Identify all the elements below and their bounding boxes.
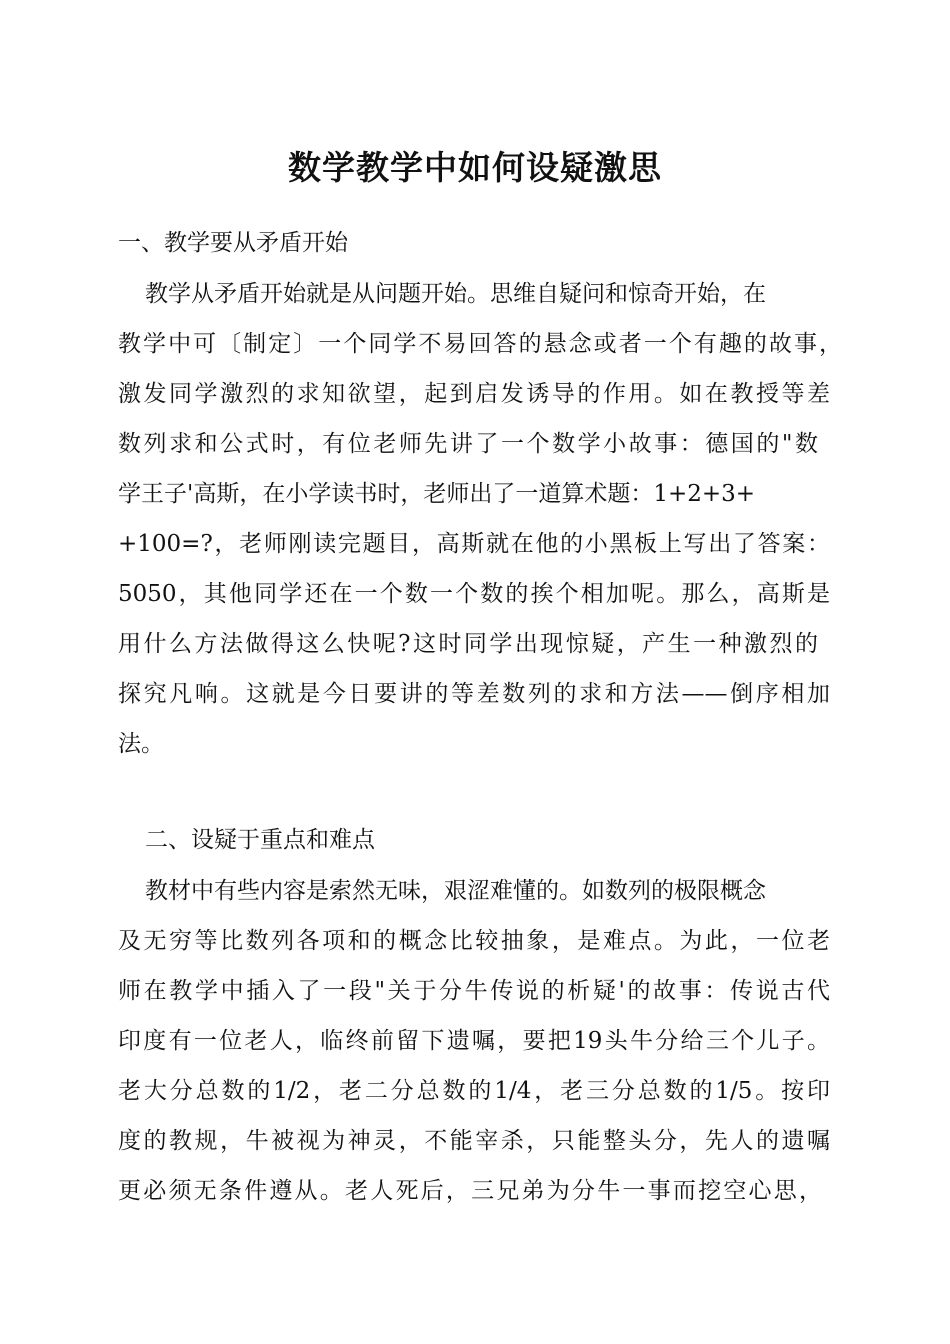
paragraph-line: +100=?，老师刚读完题目，高斯就在他的小黑板上写出了答案：	[118, 531, 830, 557]
paragraph-line: 数列求和公式时，有位老师先讲了一个数学小故事：德国的"数	[118, 431, 818, 457]
paragraph-line: 用什么方法做得这么快呢?这时同学出现惊疑，产生一种激烈的	[118, 631, 818, 657]
paragraph-line: 学王子'高斯，在小学读书时，老师出了一道算术题：1+2+3+	[118, 481, 756, 507]
paragraph-line: 及无穷等比数列各项和的概念比较抽象，是难点。为此，一位老	[118, 928, 830, 954]
paragraph-line: 教学从矛盾开始就是从问题开始。思维自疑问和惊奇开始，在	[145, 281, 766, 307]
paragraph-line: 5050，其他同学还在一个数一个数的挨个相加呢。那么，高斯是	[118, 581, 830, 607]
paragraph-line: 印度有一位老人，临终前留下遗嘱，要把19头牛分给三个儿子。	[118, 1028, 830, 1054]
document-title: 数学教学中如何设疑激思	[288, 148, 662, 187]
paragraph-line: 度的教规，牛被视为神灵，不能宰杀，只能整头分，先人的遗嘱	[118, 1128, 830, 1154]
paragraph-line: 更必须无条件遵从。老人死后，三兄弟为分牛一事而挖空心思，	[118, 1178, 822, 1204]
paragraph-line: 教学中可〔制定〕一个同学不易回答的悬念或者一个有趣的故事，	[118, 331, 842, 357]
paragraph-line: 探究凡响。这就是今日要讲的等差数列的求和方法——倒序相加	[118, 681, 830, 707]
section-heading-2: 二、设疑于重点和难点	[145, 827, 375, 853]
paragraph-line: 教材中有些内容是索然无味，艰涩难懂的。如数列的极限概念	[145, 878, 766, 904]
paragraph-line: 激发同学激烈的求知欲望，起到启发诱导的作用。如在教授等差	[118, 381, 830, 407]
paragraph-line: 法。	[118, 731, 164, 757]
paragraph-line: 师在教学中插入了一段"关于分牛传说的析疑'的故事：传说古代	[118, 978, 830, 1004]
section-heading-1: 一、教学要从矛盾开始	[118, 230, 348, 256]
paragraph-line: 老大分总数的1/2，老二分总数的1/4，老三分总数的1/5。按印	[118, 1078, 830, 1104]
